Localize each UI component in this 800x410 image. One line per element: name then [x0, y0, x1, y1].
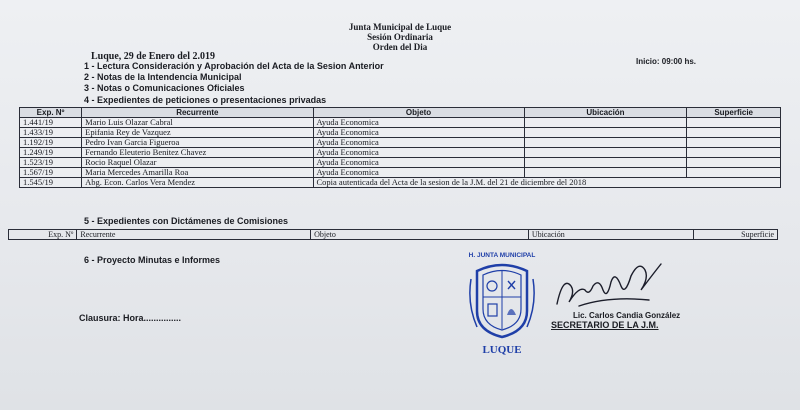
col-ubicacion: Ubicación: [528, 230, 693, 240]
agenda-item-1: 1 - Lectura Consideración y Aprobación del Acta de la Sesion Anterior: [84, 61, 384, 71]
cell-superficie: [687, 158, 781, 168]
col-exp: Exp. Nº: [20, 108, 82, 118]
cell-ubicacion: [524, 128, 687, 138]
col-ubicacion: Ubicación: [524, 108, 687, 118]
cell-recurrente: Pedro Ivan Garcia Figueroa: [82, 138, 313, 148]
cell-ubicacion: [524, 168, 687, 178]
seal-top-text: H. JUNTA MUNICIPAL: [468, 252, 536, 259]
cell-superficie: [687, 168, 781, 178]
table-row: [20, 178, 781, 188]
session-title: Sesión Ordinaria: [367, 32, 433, 42]
cell-ubicacion: [524, 158, 687, 168]
col-recurrente: Recurrente: [77, 230, 311, 240]
cell-objeto: Ayuda Economica: [313, 128, 524, 138]
signatory-name: Lic. Carlos Candia González: [573, 311, 681, 320]
order-title: Orden del Dia: [372, 42, 428, 52]
cell-recurrente: Mario Luis Olazar Cabral: [82, 118, 313, 128]
agenda-item-4: 4 - Expedientes de peticiones o presentaciones privadas: [84, 95, 327, 105]
cell-superficie: [687, 118, 781, 128]
cell-superficie: [687, 138, 781, 148]
cell-superficie: [687, 148, 781, 158]
cell-recurrente: Rocio Raquel Olazar: [82, 158, 313, 168]
col-objeto: Objeto: [311, 230, 529, 240]
cell-recurrente: Fernando Eleuterio Benitez Chavez: [82, 148, 313, 158]
cell-exp: 1.567/19: [20, 168, 82, 178]
cell-objeto: Copia autenticada del Acta de la sesion de la J.M. del 21 de diciembre del 2018: [313, 178, 781, 188]
cell-exp: 1.433/19: [20, 128, 82, 138]
col-recurrente: Recurrente: [82, 108, 313, 118]
municipal-seal-icon: [463, 249, 541, 359]
cell-ubicacion: [524, 118, 687, 128]
closing-line: Clausura: Hora...............: [79, 313, 182, 323]
table-row: [20, 158, 781, 168]
table-row: [20, 128, 781, 138]
col-superficie: Superficie: [693, 230, 777, 240]
cell-exp: 1.249/19: [20, 148, 82, 158]
agenda-item-3: 3 - Notas o Comunicaciones Oficiales: [84, 83, 245, 93]
col-objeto: Objeto: [313, 108, 524, 118]
col-superficie: Superficie: [687, 108, 781, 118]
table-row: [20, 118, 781, 128]
cell-exp: 1.192/19: [20, 138, 82, 148]
petitions-table: [19, 107, 781, 188]
signatory-role: SECRETARIO DE LA J.M.: [551, 320, 659, 330]
cell-ubicacion: [524, 148, 687, 158]
table-header-row: [20, 108, 781, 118]
agenda-item-6: 6 - Proyecto Minutas e Informes: [84, 255, 221, 265]
start-time: Inicio: 09:00 hs.: [636, 57, 697, 66]
cell-exp: 1.441/19: [20, 118, 82, 128]
cell-ubicacion: [524, 138, 687, 148]
col-exp: Exp. Nº: [9, 230, 77, 240]
table-row: [20, 168, 781, 178]
cell-objeto: Ayuda Economica: [313, 158, 524, 168]
cell-recurrente: Abg. Econ. Carlos Vera Mendez: [82, 178, 313, 188]
cell-objeto: Ayuda Economica: [313, 148, 524, 158]
signature-icon: [549, 256, 674, 318]
cell-recurrente: Epifania Rey de Vazquez: [82, 128, 313, 138]
session-date: Luque, 29 de Enero del 2.019: [91, 51, 215, 62]
agenda-item-5: 5 - Expedientes con Dictámenes de Comisiones: [84, 216, 289, 226]
table-row: [20, 138, 781, 148]
table-header-row: [9, 230, 778, 240]
seal-bottom-text: LUQUE: [482, 344, 522, 356]
table-row: [20, 148, 781, 158]
cell-objeto: Ayuda Economica: [313, 118, 524, 128]
cell-objeto: Ayuda Economica: [313, 168, 524, 178]
cell-superficie: [687, 128, 781, 138]
cell-objeto: Ayuda Economica: [313, 138, 524, 148]
cell-exp: 1.545/19: [20, 178, 82, 188]
cell-exp: 1.523/19: [20, 158, 82, 168]
dictamenes-table: [8, 229, 778, 240]
org-title: Junta Municipal de Luque: [348, 22, 452, 32]
cell-recurrente: Maria Mercedes Amarilla Roa: [82, 168, 313, 178]
agenda-item-2: 2 - Notas de la Intendencia Municipal: [84, 72, 242, 82]
